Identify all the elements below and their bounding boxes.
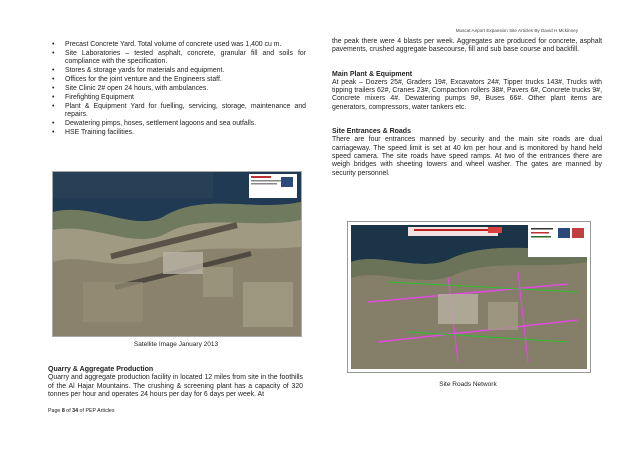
satellite-map-graphic xyxy=(53,172,301,336)
list-item: • Stores & storage yards for materials and equipment. xyxy=(48,67,306,75)
quarry-heading: Quarry & Aggregate Production xyxy=(48,366,154,373)
list-item: • Offices for the joint venture and the Engineers staff. xyxy=(48,76,306,84)
list-item: • Precast Concrete Yard. Total volume of concrete used was 1,400 cu m. xyxy=(48,41,306,49)
site-roads-image xyxy=(347,221,591,373)
footer-of: of xyxy=(64,408,73,414)
footer-page-number: 8 xyxy=(61,408,65,414)
roads-paragraph: There are four entrances manned by security and the main site roads are dual carriageway. The speed limit is set at 40 km per hour and is monitored by hand held speed camera. The site roads have speed ramps. At two of the entrances there are weigh bridges with sheeting towers and wheel washer. The gates are manned by security personnel. xyxy=(332,136,602,177)
facilities-list xyxy=(48,41,306,137)
satellite-image xyxy=(52,171,302,337)
quarry-section xyxy=(48,366,303,399)
plant-heading: Main Plant & Equipment xyxy=(332,70,413,78)
site-roads-map-graphic xyxy=(348,222,590,372)
list-item: • Dewatering pimps, hoses, settlement lagoons and sea outfalls. xyxy=(48,120,306,128)
list-item: • Site Clinic 2# open 24 hours, with ambulances. xyxy=(48,85,306,93)
list-item: • Plant & Equipment Yard for fuelling, servicing, storage, maintenance and repairs. xyxy=(48,103,306,120)
list-item: • HSE Training facilities. xyxy=(48,129,306,137)
right-column xyxy=(332,38,602,178)
satellite-image-caption: Satellite Image January 2013 xyxy=(133,341,219,348)
plant-paragraph: At peak – Dozers 25#, Graders 19#, Excavators 24#, Tipper trucks 143#, Trucks with tipping trailers 62#, Cranes 23#, Compaction rollers 38#, Pavers 6#, Concrete trucks 9#, Concrete mixers 4#. Dewatering pumps 9#, Buses 66#. Other plant items are generators, compressors, water tankers etc. xyxy=(332,78,602,111)
list-item: • Firefighting Equipment xyxy=(48,94,306,102)
left-column xyxy=(48,41,306,138)
roads-heading: Site Entrances & Roads xyxy=(332,128,411,136)
page-footer xyxy=(48,408,115,414)
running-header: Muscat Airport Expansion Site Articles By David H Mckinney xyxy=(455,28,578,33)
footer-suffix: of PEP Articles xyxy=(78,408,115,414)
quarry-paragraph: Quarry and aggregate production facility in located 12 miles from site in the foothills of the Al Hajar Mountains. The crushing & screening plant has a capacity of 320 tonnes per hour and operates 24 hours per day for 6 days per week. At xyxy=(48,374,303,398)
aggregate-paragraph: the peak there were 4 blasts per week. Aggregates are produced for concrete, asphalt pavements, crushed aggregate basecourse, fill and sub base course and backfill. xyxy=(332,38,602,54)
list-item: • Site Laboratories – tested asphalt, concrete, granular fill and soils for compliance with the specification. xyxy=(48,50,306,67)
footer-prefix: Page xyxy=(48,408,62,414)
site-roads-caption: Site Roads Network xyxy=(439,381,497,388)
footer-total-pages: 34 xyxy=(72,408,79,414)
